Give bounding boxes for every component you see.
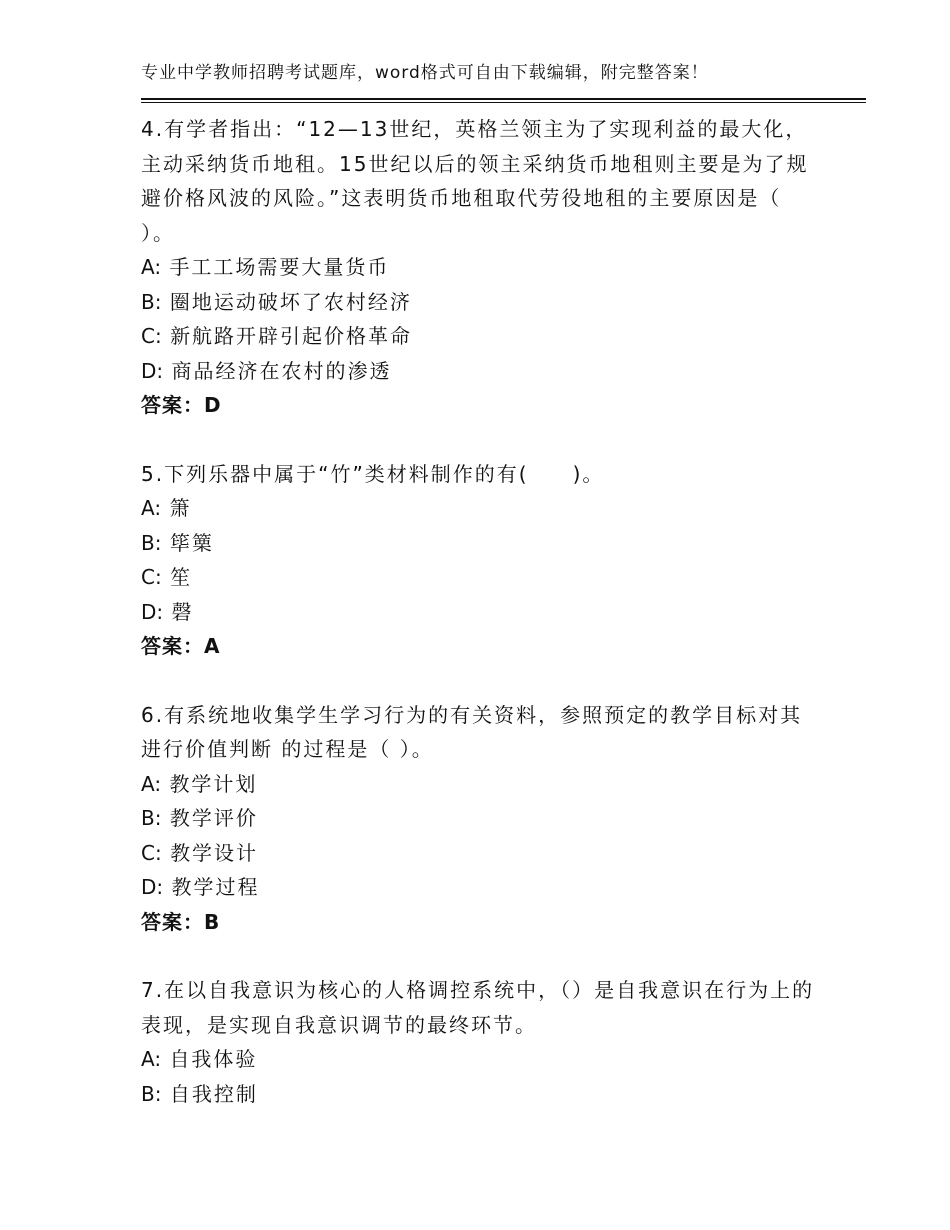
option-text: 自我控制 [169, 1081, 258, 1106]
question-stem: 5.下列乐器中属于“竹”类材料制作的有( )。 [141, 461, 605, 486]
answer-label: 答案：B [141, 909, 221, 934]
option-a [141, 250, 821, 285]
question-list [141, 112, 821, 1145]
question-stem: 7.在以自我意识为核心的人格调控系统中，（）是自我意识在行为上的表现，是实现自我意识调节的最终环节。 [141, 978, 815, 1037]
option-text: 教学评价 [169, 806, 258, 830]
option-key: D: [141, 599, 164, 624]
question-7 [141, 973, 821, 1111]
option-key: A: [141, 496, 162, 520]
option-text: 教学计划 [169, 771, 258, 796]
option-text: 圈地运动破坏了农村经济 [169, 289, 412, 314]
question-5 [141, 457, 821, 664]
header-rule-thick [141, 98, 866, 100]
option-c [141, 836, 821, 871]
option-a [141, 1042, 821, 1077]
option-text: 教学设计 [170, 840, 259, 865]
option-text: 教学过程 [171, 875, 260, 899]
header-rule-thin [141, 102, 866, 103]
option-d [141, 870, 821, 905]
option-key: B: [141, 1081, 162, 1106]
option-key: C: [141, 565, 162, 589]
option-text: 商品经济在农村的渗透 [171, 358, 392, 383]
option-text: 新航路开辟引起价格革命 [170, 324, 413, 348]
option-a [141, 767, 821, 802]
option-text: 手工工场需要大量货币 [169, 255, 390, 279]
question-6 [141, 698, 821, 940]
option-text: 磬 [171, 599, 194, 624]
option-key: B: [141, 289, 162, 314]
option-key: C: [141, 324, 162, 348]
option-b [141, 526, 821, 561]
option-key: B: [141, 530, 162, 555]
option-d [141, 595, 821, 630]
option-key: B: [141, 806, 162, 830]
answer-label: 答案：D [141, 393, 222, 417]
option-c [141, 319, 821, 354]
option-key: C: [141, 840, 162, 865]
question-stem: 4.有学者指出：“12—13世纪，英格兰领主为了实现利益的最大化，主动采纳货币地租。15世纪以后的领主采纳货币地租则主要是为了规避价格风波的风险。”这表明货币地租取代劳役地租的主要原因是（ ）。 [141, 117, 809, 245]
option-text: 箫 [169, 496, 192, 520]
option-d [141, 354, 821, 389]
option-key: D: [141, 875, 164, 899]
question-4 [141, 112, 821, 423]
option-key: A: [141, 1047, 162, 1071]
option-key: A: [141, 771, 162, 796]
option-c [141, 560, 821, 595]
option-key: A: [141, 255, 162, 279]
option-text: 自我体验 [169, 1047, 258, 1071]
option-b [141, 1077, 821, 1112]
option-b [141, 801, 821, 836]
option-key: D: [141, 358, 164, 383]
option-b [141, 285, 821, 320]
option-text: 笙 [170, 565, 193, 589]
option-a [141, 491, 821, 526]
option-text: 筚篥 [169, 530, 214, 555]
page-header: 专业中学教师招聘考试题库，word格式可自由下载编辑，附完整答案！ [141, 63, 709, 83]
answer-label: 答案：A [141, 634, 221, 658]
question-stem: 6.有系统地收集学生学习行为的有关资料，参照预定的教学目标对其进行价值判断 的过程是（ ）。 [141, 702, 803, 761]
